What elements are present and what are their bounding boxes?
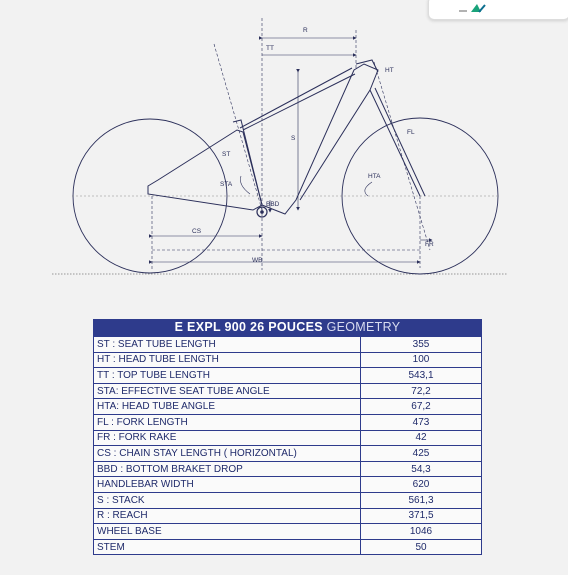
row-value: 425 — [361, 446, 482, 462]
row-value: 355 — [361, 337, 482, 353]
row-value: 72,2 — [361, 383, 482, 399]
table-row — [94, 524, 482, 540]
table-row — [94, 508, 482, 524]
row-label: HANDLEBAR WIDTH — [94, 477, 361, 493]
row-label: STEM — [94, 539, 361, 555]
table-row — [94, 461, 482, 477]
table-row — [94, 399, 482, 415]
row-value: 54,3 — [361, 461, 482, 477]
label-tt: TT — [266, 45, 274, 52]
row-value: 100 — [361, 352, 482, 368]
label-ht: HT — [385, 67, 394, 74]
row-label: BBD : BOTTOM BRAKET DROP — [94, 461, 361, 477]
row-label: HTA: HEAD TUBE ANGLE — [94, 399, 361, 415]
row-label: S : STACK — [94, 492, 361, 508]
table-row — [94, 446, 482, 462]
frame — [148, 60, 425, 214]
table-row — [94, 539, 482, 555]
row-label: FR : FORK RAKE — [94, 430, 361, 446]
row-label: HT : HEAD TUBE LENGTH — [94, 352, 361, 368]
label-s: S — [291, 135, 296, 142]
row-label: R : REACH — [94, 508, 361, 524]
table-row — [94, 383, 482, 399]
label-cs: CS — [192, 228, 202, 235]
table-row — [94, 337, 482, 353]
table-row — [94, 352, 482, 368]
label-st: ST — [222, 151, 231, 158]
row-value: 67,2 — [361, 399, 482, 415]
table-row — [94, 414, 482, 430]
row-value: 473 — [361, 414, 482, 430]
table-row — [94, 492, 482, 508]
row-value: 1046 — [361, 524, 482, 540]
row-label: CS : CHAIN STAY LENGTH ( HORIZONTAL) — [94, 446, 361, 462]
row-label: TT : TOP TUBE LENGTH — [94, 368, 361, 384]
table-row — [94, 430, 482, 446]
table-row — [94, 477, 482, 493]
row-label: STA: EFFECTIVE SEAT TUBE ANGLE — [94, 383, 361, 399]
row-value: 620 — [361, 477, 482, 493]
label-wb: WB — [252, 257, 263, 264]
table-row — [94, 368, 482, 384]
table-title — [93, 319, 482, 336]
label-sta: STA — [220, 181, 233, 188]
row-value: 50 — [361, 539, 482, 555]
row-label: WHEEL BASE — [94, 524, 361, 540]
label-fl: FL — [407, 129, 415, 136]
row-value: 543,1 — [361, 368, 482, 384]
row-label: FL : FORK LENGTH — [94, 414, 361, 430]
row-label: ST : SEAT TUBE LENGTH — [94, 337, 361, 353]
row-value: 371,5 — [361, 508, 482, 524]
row-value: 561,3 — [361, 492, 482, 508]
table-title-light: GEOMETRY — [326, 320, 401, 334]
row-value: 42 — [361, 430, 482, 446]
label-r: R — [303, 27, 308, 34]
label-hta: HTA — [368, 173, 381, 180]
geometry-table — [93, 319, 482, 555]
label-fr: FR — [425, 241, 434, 248]
label-bbd: BBD — [266, 201, 280, 208]
table-title-bold: E EXPL 900 26 POUCES — [174, 320, 323, 334]
